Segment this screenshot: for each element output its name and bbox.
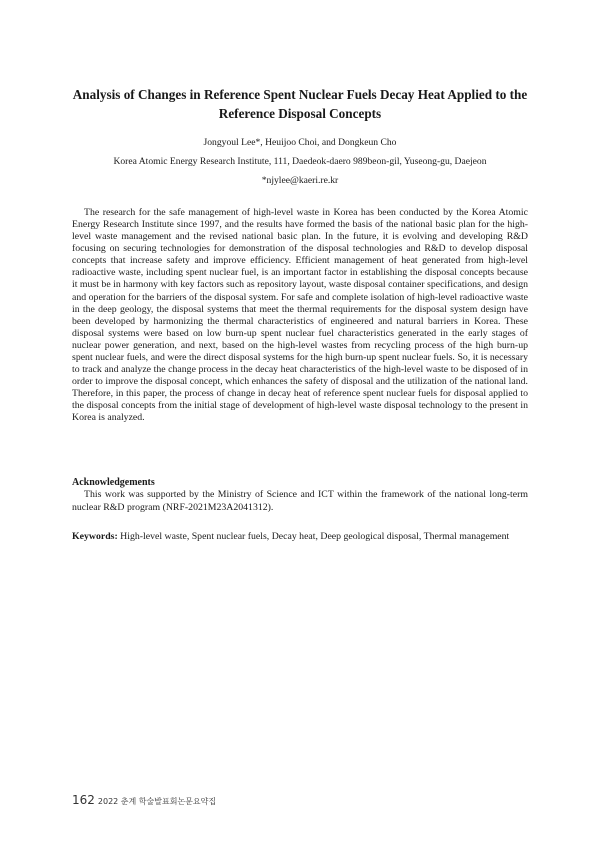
keywords-label: Keywords: (72, 531, 118, 542)
abstract-body: The research for the safe management of high-level waste in Korea has been conducted by the Korea Atomic Energy Research Institute since 1997, and the results have formed the basis of the national basic plan for the high-level waste management and the revised national basic plan. In the future, it is evolving and developing R&D focusing on securing technologies for demonstration of the disposal technologies and R&D to develop disposal concepts that increase safety and improve efficiency. Efficient management of heat generated from high-level radioactive waste, including spent nuclear fuel, is an important factor in establishing the disposal concepts because it must be in harmony with key factors such as repository layout, waste disposal container specifications, and design and operation for the barriers of the disposal system. For safe and complete isolation of high-level radioactive waste in the deep geology, the disposal systems that meet the thermal requirements for the disposal system design have been developed by harmonizing the thermal characteristics of engineered and natural barriers in Korea. These disposal systems were based on low burn-up spent nuclear fuel characteristics generated in the early stages of nuclear power generation, and next, based on the high-level wastes from recycling process of the high burn-up spent nuclear fuels, and were the direct disposal systems for the high burn-up spent nuclear fuels. So, it is necessary to track and analyze the change process in the decay heat characteristics of the high-level waste to be disposed of in order to improve the disposal concept, which enhances the safety of disposal and the utilization of the national land. Therefore, in this paper, the process of change in decay heat of reference spent nuclear fuels for disposal applied to the disposal concepts from the initial stage of development of high-level waste disposal technology to the present in Korea is analyzed. (72, 207, 528, 424)
corresponding-email: *njylee@kaeri.re.kr (261, 175, 339, 186)
page-number: 162 (72, 793, 95, 807)
author-affiliation: Korea Atomic Energy Research Institute, 111, Daedeok-daero 989beon-gil, Yuseong-gu, Daejeon (113, 156, 487, 167)
acknowledgements-heading: Acknowledgements (72, 477, 155, 488)
acknowledgements-body: This work was supported by the Ministry of Science and ICT within the framework of the national long-term nuclear R&D program (NRF-2021M23A2041312). (72, 489, 528, 513)
proceedings-title: 2022 춘계 학술발표회논문요약집 (97, 797, 217, 806)
keywords-section (72, 530, 528, 543)
author-list: Jongyoul Lee*, Heuijoo Choi, and Dongkeun Cho (203, 137, 397, 148)
paper-title: Analysis of Changes in Reference Spent Nuclear Fuels Decay Heat Applied to the Reference Disposal Concepts (72, 87, 528, 121)
keywords-list: High-level waste, Spent nuclear fuels, Decay heat, Deep geological disposal, Thermal management (120, 531, 510, 542)
page-footer (72, 789, 216, 808)
